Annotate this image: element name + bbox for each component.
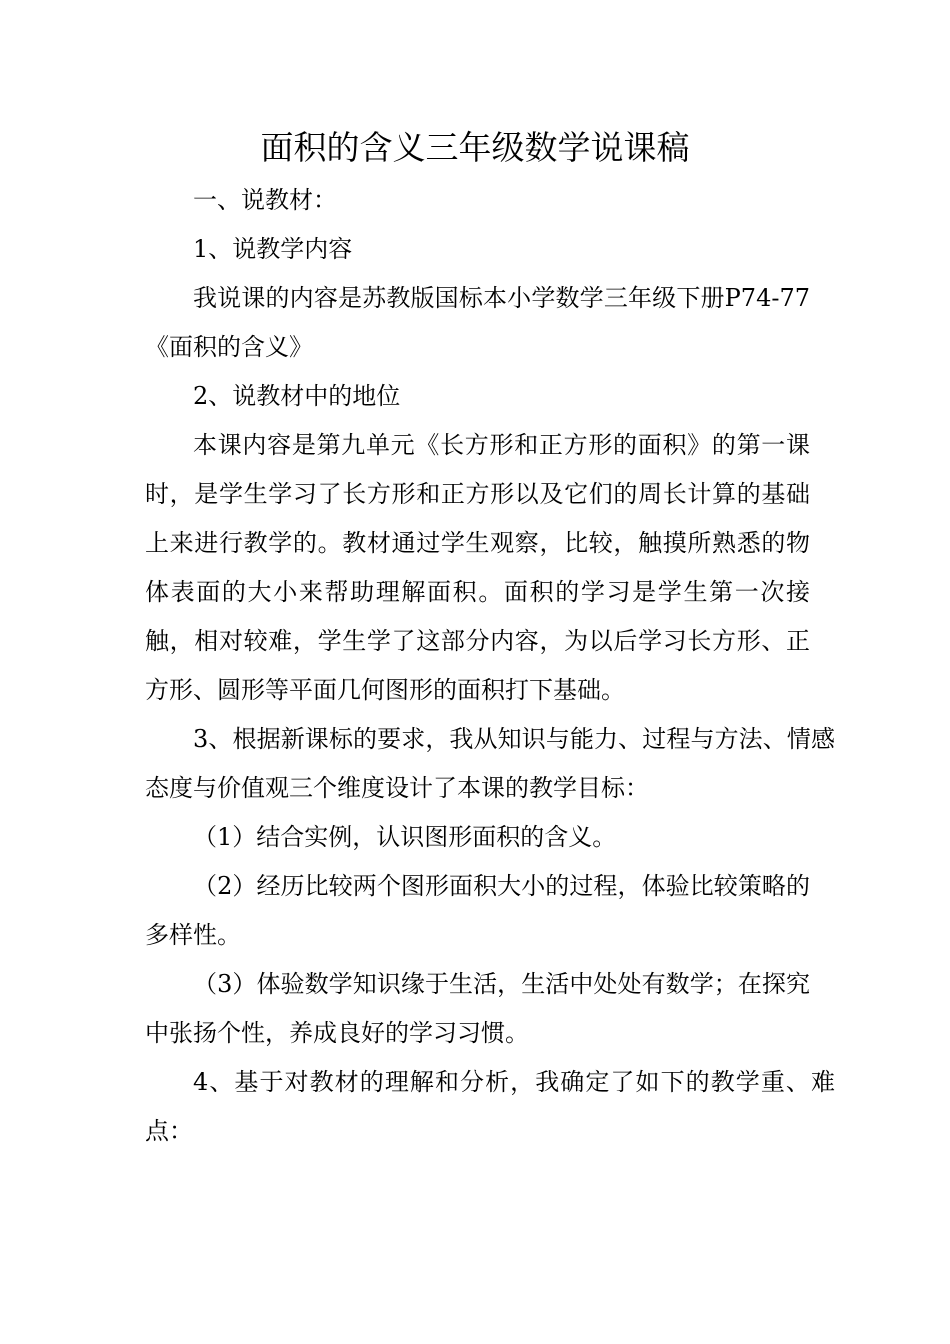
subheading-material-position: 2、说教材中的地位 — [193, 382, 401, 410]
subheading-teaching-content: 1、说教学内容 — [193, 235, 353, 263]
list-item-goal-2: （2）经历比较两个图形面积大小的过程，体验比较策略的多样性。 — [145, 872, 810, 949]
paragraph-teaching-goals-intro: 3、根据新课标的要求，我从知识与能力、过程与方法、情感态度与价值观三个维度设计了本课的教学目标： — [145, 725, 835, 802]
document-body — [145, 176, 835, 1156]
paragraph-key-points-intro: 4、基于对教材的理解和分析，我确定了如下的教学重、难点： — [145, 1068, 835, 1145]
list-item-goal-3: （3）体验数学知识缘于生活，生活中处处有数学；在探究中张扬个性，养成良好的学习习惯。 — [145, 970, 810, 1047]
paragraph-material-position: 本课内容是第九单元《长方形和正方形的面积》的第一课时，是学生学习了长方形和正方形以及它们的周长计算的基础上来进行教学的。教材通过学生观察，比较，触摸所熟悉的物体表面的大小来帮助理解面积。面积的学习是学生第一次接触，相对较难，学生学了这部分内容，为以后学习长方形、正方形、圆形等平面几何图形的面积打下基础。 — [145, 431, 810, 704]
paragraph-teaching-content: 我说课的内容是苏教版国标本小学数学三年级下册P74-77《面积的含义》 — [145, 284, 810, 361]
document-title: 面积的含义三年级数学说课稿 — [260, 128, 690, 167]
list-item-goal-1: （1）结合实例，认识图形面积的含义。 — [193, 823, 617, 851]
section-heading-teaching-material: 一、说教材： — [193, 186, 337, 214]
